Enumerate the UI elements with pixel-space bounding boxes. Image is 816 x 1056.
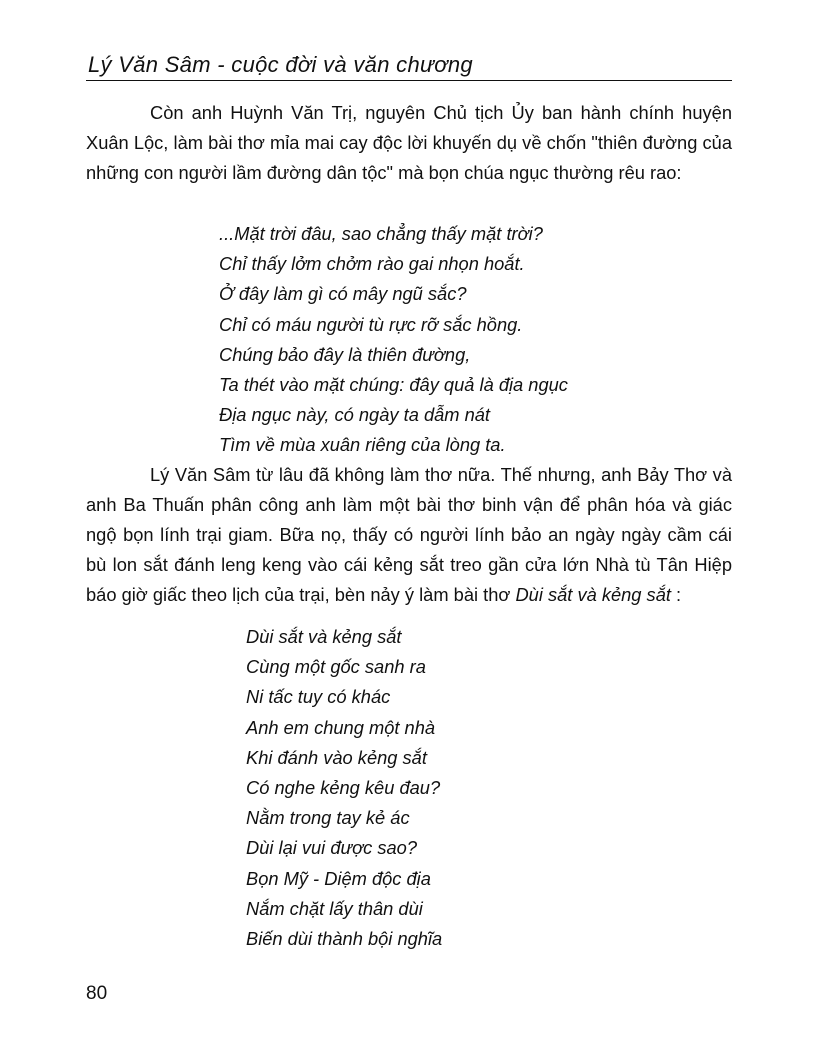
poem-2-line: Nằm trong tay kẻ ác bbox=[246, 807, 410, 829]
poem-2-line: Anh em chung một nhà bbox=[246, 716, 436, 738]
running-header-title: Lý Văn Sâm - cuộc đời và văn chương bbox=[88, 52, 473, 77]
poem-1-line: Chỉ có máu người tù rực rỡ sắc hồng. bbox=[219, 313, 523, 335]
poem-1-line: Địa ngục này, có ngày ta dẫm nát bbox=[219, 404, 490, 426]
poem-1-line: Chỉ thấy lởm chởm rào gai nhọn hoắt. bbox=[219, 253, 525, 275]
paragraph-2-body: Lý Văn Sâm từ lâu đã không làm thơ nữa. Thế nhưng, anh Bảy Thơ và anh Ba Thuấn phân công anh làm một bài thơ binh vận để phân hóa và giác ngộ bọn lính trại giam. Bữa nọ, thấy có người lính bảo an ngày ngày cầm cái bù lon sắt đánh leng keng vào cái kẻng sắt treo gần cửa lớn Nhà tù Tân Hiệp báo giờ giấc theo lịch của trại, bèn nảy ý làm bài thơ bbox=[86, 464, 732, 605]
running-header bbox=[86, 50, 732, 81]
poem-1-line: Ta thét vào mặt chúng: đây quả là địa ngục bbox=[219, 374, 568, 396]
poem-2-line: Khi đánh vào kẻng sắt bbox=[246, 746, 427, 768]
poem-1-line: ...Mặt trời đâu, sao chẳng thấy mặt trời? bbox=[219, 223, 543, 244]
page-number: 80 bbox=[86, 983, 108, 1004]
poem-title-inline: Dùi sắt và kẻng sắt bbox=[515, 584, 671, 605]
poem-1-line: Ở đây làm gì có mây ngũ sắc? bbox=[219, 283, 467, 305]
paragraph-2 bbox=[86, 460, 732, 610]
paragraph-2-ending: : bbox=[670, 584, 682, 605]
paragraph-1 bbox=[86, 98, 732, 188]
poem-2-line: Biến dùi thành bội nghĩa bbox=[246, 928, 443, 950]
poem-2-line: Ni tấc tuy có khác bbox=[246, 686, 391, 708]
poem-2-line: Dùi lại vui được sao? bbox=[246, 837, 417, 859]
poem-2-line: Bọn Mỹ - Diệm độc địa bbox=[246, 867, 431, 889]
paragraph-1-text: Còn anh Huỳnh Văn Trị, nguyên Chủ tịch Ủy ban hành chính huyện Xuân Lộc, làm bài thơ mỉa mai cay độc lời khuyến dụ về chốn "thiên đường của những con người lầm đường dân tộc" mà bọn chúa ngục thường rêu rao: bbox=[86, 102, 732, 183]
poem-2-line: Dùi sắt và kẻng sắt bbox=[246, 626, 402, 647]
poem-2-line: Có nghe kẻng kêu đau? bbox=[246, 777, 441, 799]
poem-2-line: Cùng một gốc sanh ra bbox=[246, 656, 426, 678]
poem-2-line: Nắm chặt lấy thân dùi bbox=[246, 897, 423, 919]
poem-1-line: Tìm về mùa xuân riêng của lòng ta. bbox=[219, 434, 506, 456]
poem-1 bbox=[219, 219, 568, 461]
poem-2 bbox=[246, 622, 442, 954]
poem-1-line: Chúng bảo đây là thiên đường, bbox=[219, 343, 471, 365]
paragraph-2-text bbox=[86, 460, 732, 610]
